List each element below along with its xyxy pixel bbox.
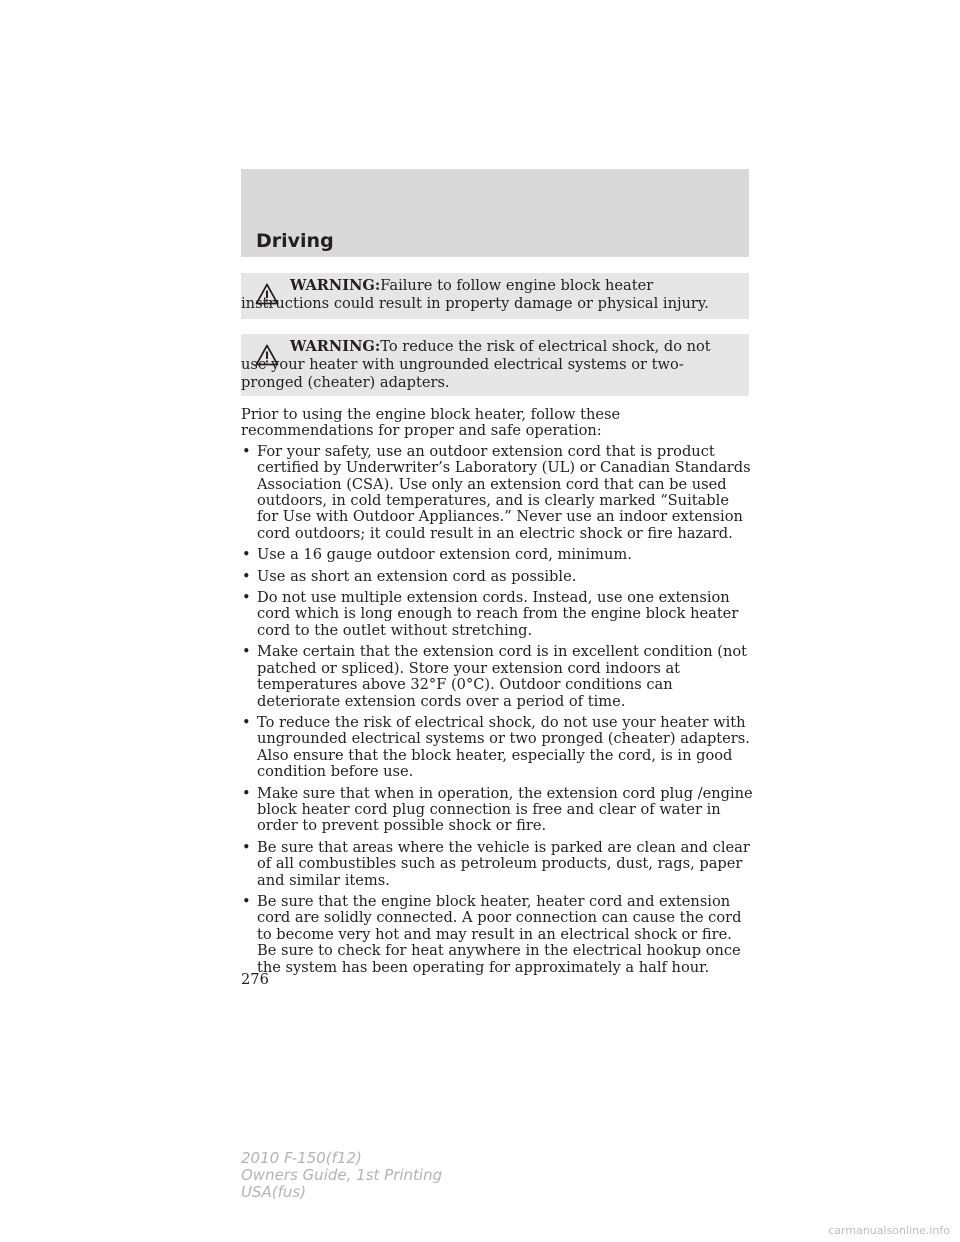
warning-message: Failure to follow engine block heater instructions could result in property damage or physical injury.	[241, 277, 709, 312]
list-item-text: Use a 16 gauge outdoor extension cord, minimum.	[257, 546, 632, 564]
recommendation-list	[241, 444, 753, 976]
list-item	[241, 644, 753, 710]
footer-line-model	[241, 1150, 442, 1167]
list-item-text: Make sure that when in operation, the extension cord plug /engine block heater cord plug connection is free and clear of water in order to prevent possible shock or fire.	[257, 784, 753, 835]
page-number: 276	[241, 971, 269, 988]
list-item-text: Be sure that areas where the vehicle is parked are clean and clear of all combustibles such as petroleum products, dust, rags, paper and similar items.	[257, 838, 750, 889]
bullet-icon: •	[242, 546, 251, 564]
bullet-icon: •	[242, 892, 251, 910]
warning-label: WARNING:	[290, 277, 381, 294]
list-item	[241, 840, 753, 889]
footer-line-printing: Owners Guide, 1st Printing	[241, 1166, 443, 1184]
list-item-text: To reduce the risk of electrical shock, do not use your heater with ungrounded electrical systems or two pronged (cheater) adapters. Also ensure that the block heater, especially the cord, is in good condition before use.	[257, 713, 750, 781]
bullet-icon: •	[242, 442, 251, 460]
list-item	[241, 786, 753, 835]
section-title: Driving	[256, 230, 334, 252]
bullet-icon: •	[242, 567, 251, 585]
list-item-text: Do not use multiple extension cords. Instead, use one extension cord which is long enough to reach from the engine block heater cord to the outlet without stretching.	[257, 589, 739, 639]
section-header	[241, 169, 749, 257]
warning-text	[241, 338, 737, 392]
bullet-icon: •	[242, 838, 251, 856]
intro-paragraph: Prior to using the engine block heater, follow these recommendations for proper and safe operation:	[241, 406, 621, 440]
warning-message: To reduce the risk of electrical shock, do not use your heater with ungrounded electrical systems or two-pronged (cheater) adapters.	[241, 338, 711, 391]
body-content	[241, 407, 753, 981]
watermark: carmanualsonline.info	[828, 1224, 950, 1237]
list-item	[241, 715, 753, 781]
list-item	[241, 590, 753, 639]
bullet-icon: •	[242, 784, 251, 802]
footer-imprint	[241, 1150, 442, 1201]
warning-text	[241, 277, 737, 313]
list-item-text: Make certain that the extension cord is in excellent condition (not patched or spliced). Store your extension cord indoors at temperatures above 32°F (0°C). Outdoor conditions can deteriorate extension cords over a period of time.	[257, 643, 748, 710]
list-item	[241, 894, 753, 976]
footer-line-region	[241, 1184, 442, 1201]
list-item	[241, 569, 753, 585]
list-item	[241, 547, 753, 563]
warning-box	[241, 334, 749, 396]
list-item-text: For your safety, use an outdoor extension cord that is product certified by Underwriter’s Laboratory (UL) or Canadian Standards Association (CSA). Use only an extension cord that can be used outdoors, in cold temperatures, and is clearly marked “Suitable for Use with Outdoor Appliances.” Never use an indoor extension cord outdoors; it could result in an electric shock or fire hazard.	[257, 442, 751, 542]
footer-model-code: (f12)	[325, 1149, 362, 1167]
list-item-text: Use as short an extension cord as possible.	[257, 567, 577, 585]
list-item-text: Be sure that the engine block heater, heater cord and extension cord are solidly connected. A poor connection can cause the cord to become very hot and may result in an electrical shock or fire. Be sure to check for heat anywhere in the electrical hookup once the system has been operating for approximately a half hour.	[257, 892, 742, 976]
bullet-icon: •	[242, 713, 251, 731]
bullet-icon: •	[242, 643, 251, 661]
warning-box	[241, 273, 749, 319]
list-item	[241, 444, 753, 542]
footer-model: 2010 F-150	[241, 1149, 326, 1167]
footer-region: USA	[241, 1183, 272, 1201]
warning-label: WARNING:	[290, 338, 381, 355]
bullet-icon: •	[242, 589, 251, 607]
footer-region-code: (fus)	[271, 1183, 307, 1201]
